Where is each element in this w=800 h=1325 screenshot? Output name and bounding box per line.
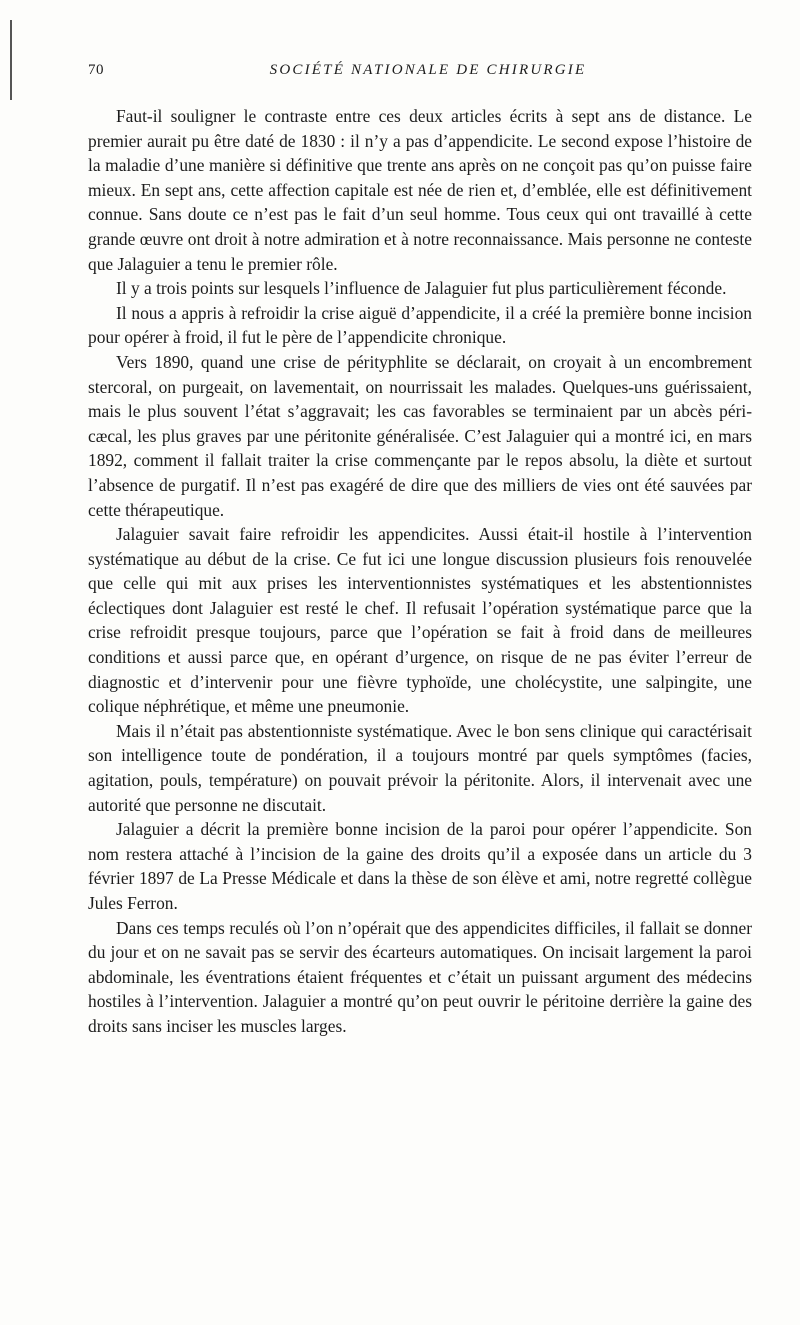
paragraph-3: Il nous a appris à refroidir la crise aiguë d’appendicite, il a créé la première bonne incision pour opérer à froid, il fut le père de l’appendicite chronique. [88, 302, 752, 348]
paragraph-7: Jalaguier a décrit la première bonne incision de la paroi pour opérer l’appendicite. Son nom restera attaché à l’incision de la gaine des droits qu’il a exposée dans un article du 3 février 1897 de La Presse Médicale et dans la thèse de son élève et ami, notre regretté collègue Jules Ferron. [88, 819, 752, 913]
paragraph-4: Vers 1890, quand une crise de pérityphlite se déclarait, on croyait à un encombrement stercoral, on purgeait, on lavementait, on nourrissait les malades. Quelques-uns guérissaient, mais le plus souvent l’état s’aggravait; les cas favorables se terminaient par un abcès péri-cæcal, les plus graves par une péritonite généralisée. C’est Jalaguier qui a montré ici, en mars 1892, comment il fallait traiter la crise commençante par le repos absolu, la diète et surtout l’absence de purgatif. Il n’est pas exagéré de dire que des milliers de vies ont été sauvées par cette thérapeutique. [88, 351, 752, 520]
body-text [88, 104, 752, 1039]
page-header [88, 62, 752, 84]
paragraph-6: Mais il n’était pas abstentionniste systématique. Avec le bon sens clinique qui caractérisait son intelligence toute de pondération, il a toujours montré par quels symptômes (facies, agitation, pouls, température) on pouvait prévoir la péritonite. Alors, il intervenait avec une autorité que personne ne discutait. [88, 720, 752, 815]
paragraph-1: Faut-il souligner le contraste entre ces deux articles écrits à sept ans de distance. Le premier aurait pu être daté de 1830 : il n’y a pas d’appendicite. Le second expose l’histoire de la maladie d’une manière si définitive que trente ans après on ne conçoit pas qu’on puisse faire mieux. En sept ans, cette affection capitale est née de rien et, d’emblée, elle est définitivement connue. Sans doute ce n’est pas le fait d’un seul homme. Tous ceux qui ont travaillé à cette grande œuvre ont droit à notre admiration et à notre reconnaissance. Mais personne ne conteste que Jalaguier a tenu le premier rôle. [88, 106, 752, 274]
running-title: SOCIÉTÉ NATIONALE DE CHIRURGIE [269, 62, 587, 78]
page-number: 70 [88, 62, 104, 78]
paragraph-8: Dans ces temps reculés où l’on n’opérait que des appendicites difficiles, il fallait se donner du jour et on ne savait pas se servir des écarteurs automatiques. On incisait largement la paroi abdominale, les éventrations étaient fréquentes et c’était un puissant argument des médecins hostiles à l’intervention. Jalaguier a montré qu’on peut ouvrir le péritoine derrière la gaine des droits sans inciser les muscles larges. [88, 917, 752, 1036]
paragraph-2: Il y a trois points sur lesquels l’influence de Jalaguier fut plus particulièrement féconde. [116, 278, 727, 299]
scan-artifact-mark [10, 20, 12, 100]
paragraph-5: Jalaguier savait faire refroidir les appendicites. Aussi était-il hostile à l’intervention systématique au début de la crise. Ce fut ici une longue discussion plusieurs fois renouvelée que celle qui mit aux prises les interventionnistes systématiques et les abstentionnistes éclectiques dont Jalaguier est resté le chef. Il refusait l’opération systématique parce que la crise refroidit presque toujours, parce que l’opération se fait à froid dans de meilleures conditions et aussi parce que, en opérant d’urgence, on risque de ne pas éviter l’erreur de diagnostic et d’intervenir pour une fièvre typhoïde, une cholécystite, une salpingite, une colique néphrétique, et même une pneumonie. [88, 524, 752, 717]
